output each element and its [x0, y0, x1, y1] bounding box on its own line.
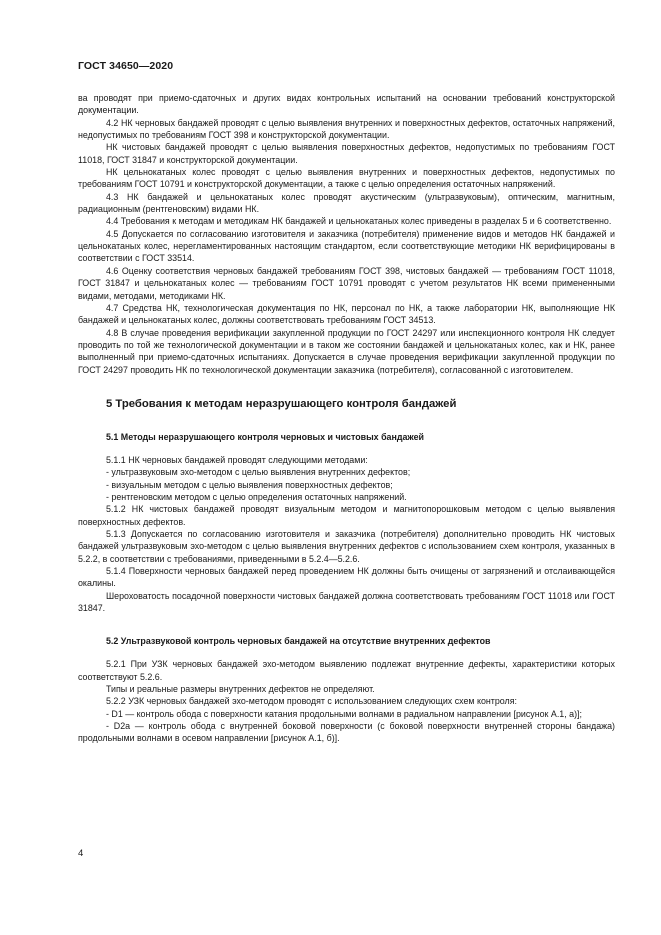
paragraph-4-8: 4.8 В случае проведения верификации закупленной продукции по ГОСТ 24297 или инспекционного контроля НК следует проводить по той же технологической документации и в таком же состоянии бандажей и цельнокатаных колес, как и НК, ранее выполненный при приемо-сдаточных испытаниях. Допускается в случае проведения верификации закупленной продукции по ГОСТ 24297 проводить НК по технологической документации заказчика (потребителя), согласованной с изготовителем. — [78, 327, 615, 375]
list-item: - D2a — контроль обода с внутренней боковой поверхности (с боковой поверхности внутренней стороны бандажа) продольными волнами в осевом направлении [рисунок А.1, б)]. — [78, 721, 615, 744]
paragraph-4-6: 4.6 Оценку соответствия черновых бандажей требованиям ГОСТ 398, чистовых бандажей — требованиям ГОСТ 11018, ГОСТ 31847 и цельнокатаных колес — требованиям ГОСТ 10791 проводят с учетом результатов НК всеми примененными видами, методами, методиками НК. — [78, 265, 615, 301]
paragraph-roughness: Шероховатость посадочной поверхности чистовых бандажей должна соответствовать требованиям ГОСТ 11018 или ГОСТ 31847. — [78, 590, 615, 614]
paragraph-defect-types: Типы и реальные размеры внутренних дефектов не определяют. — [106, 684, 375, 695]
list-item: - D1 — контроль обода с поверхности катания продольными волнами в радиальном направлении [рисунок А.1, а)]; — [106, 708, 582, 719]
paragraph-5-2-2: 5.2.2 УЗК черновых бандажей эхо-методом проводят с использованием следующих схем контроля: — [106, 696, 517, 707]
paragraph-5-1-4: 5.1.4 Поверхности черновых бандажей перед проведением НК должны быть очищены от загрязнений и отслаивающейся окалины. — [78, 566, 615, 589]
document-body — [78, 92, 615, 745]
subsection-5-2-title: 5.2 Ультразвуковой контроль черновых бандажей на отсутствие внутренних дефектов — [106, 636, 491, 647]
subsection-5-1-title: 5.1 Методы неразрушающего контроля черновых и чистовых бандажей — [106, 431, 424, 442]
page-number: 4 — [78, 848, 84, 859]
paragraph-5-1-2: 5.1.2 НК чистовых бандажей проводят визуальным методом и магнитопорошковым методом с целью выявления поверхностных дефектов. — [78, 504, 615, 527]
paragraph-5-2-1: 5.2.1 При УЗК черновых бандажей эхо-методом выявлению подлежат внутренние дефекты, характеристики которых соответствуют 5.2.6. — [78, 659, 615, 682]
list-item: - ультразвуковым эхо-методом с целью выявления внутренних дефектов; — [106, 467, 411, 478]
list-item: - визуальным методом с целью выявления поверхностных дефектов; — [106, 479, 393, 490]
paragraph-4-4: 4.4 Требования к методам и методикам НК бандажей и цельнокатаных колес приведены в разделах 5 и 6 соответственно. — [106, 216, 612, 227]
standard-code-header: ГОСТ 34650—2020 — [78, 60, 174, 72]
paragraph-4-7: 4.7 Средства НК, технологическая документация по НК, персонал по НК, а также лаборатории НК, выполняющие НК бандажей и цельнокатаных колес, должны соответствовать требованиям ГОСТ 34513. — [78, 302, 615, 326]
paragraph-4-5: 4.5 Допускается по согласованию изготовителя и заказчика (потребителя) применение видов и методов НК бандажей и цельнокатаных колес, нерегламентированных настоящим стандартом, если соответствующие методики НК верифицированы в соответствии с ГОСТ 33514. — [78, 228, 615, 264]
section-5-title: 5 Требования к методам неразрушающего контроля бандажей — [106, 397, 457, 410]
paragraph-4-2: 4.2 НК черновых бандажей проводят с целью выявления внутренних и поверхностных дефектов, остаточных напряжений, недопустимых по требованиям ГОСТ 398 и конструкторской документации. — [78, 117, 615, 141]
paragraph-continuation: ва проводят при приемо-сдаточных и других видах контрольных испытаний на основании требований конструкторской документации. — [78, 93, 615, 116]
paragraph-4-3: 4.3 НК бандажей и цельнокатаных колес проводят акустическим (ультразвуковым), оптическим, магнитным, радиационным (рентгеновским) видами НК. — [78, 191, 615, 215]
paragraph-5-1-1: 5.1.1 НК черновых бандажей проводят следующими методами: — [106, 454, 368, 465]
paragraph-finish-tires: НК чистовых бандажей проводят с целью выявления поверхностных дефектов, недопустимых по требованиям ГОСТ 11018, ГОСТ 31847 и конструкторской документации. — [78, 142, 615, 165]
paragraph-5-1-3: 5.1.3 Допускается по согласованию изготовителя и заказчика (потребителя) дополнительно проводить НК чистовых бандажей ультразвуковым эхо-методом с целью выявления внутренних дефектов с использованием схем контроля, указанных в 5.2.2, в соответствии с требованиями, приведенными в 5.2.4—5.2.6. — [78, 528, 615, 564]
list-item: - рентгеновским методом с целью определения остаточных напряжений. — [106, 491, 407, 502]
paragraph-solid-wheels: НК цельнокатаных колес проводят с целью выявления внутренних и поверхностных дефектов, недопустимых по требованиям ГОСТ 10791 и конструкторской документации, а также с целью определения остаточных напряжений. — [78, 167, 615, 190]
